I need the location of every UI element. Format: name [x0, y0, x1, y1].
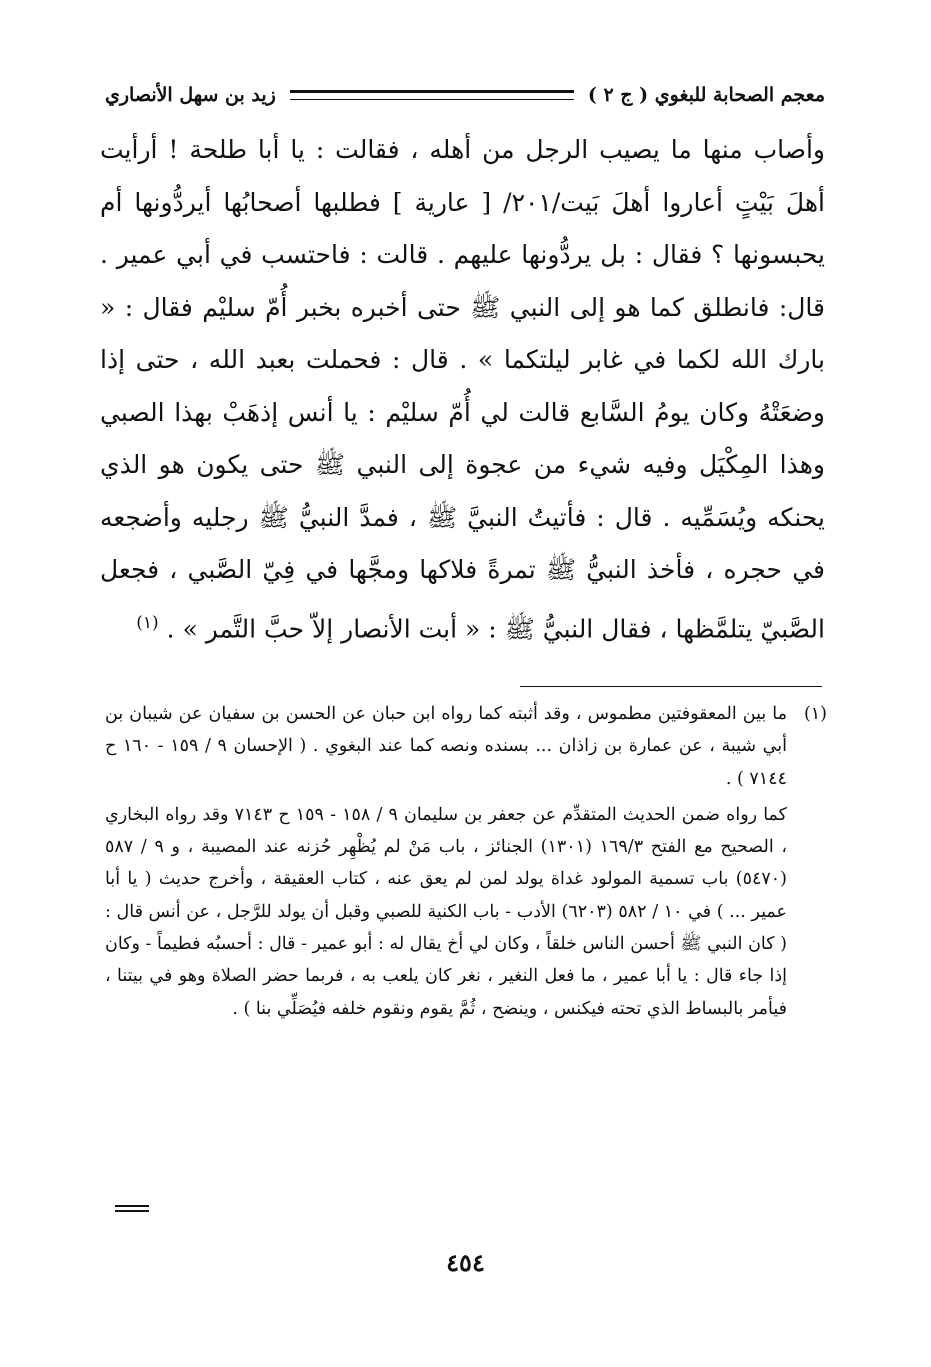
footnote-text: ما بين المعقوفتين مطموس ، وقد أثبته كما رواه ابن حبان عن الحسن بن سفيان عن شيبان بن أبي شيبة ، عن عمارة بن زاذان ... بسنده ونصه كما عند البغوي . ( الإحسان ٩ / ١٥٩ - ١٦٠ ح ٧١٤٤ ) . [105, 704, 787, 789]
book-title: معجم الصحابة للبغوي ( ج ٢ ) [587, 84, 825, 106]
footnote-separator [520, 686, 822, 687]
footnote-marker: (١) [136, 612, 159, 633]
footnotes [105, 698, 827, 1025]
footnote-number: (١) [803, 704, 827, 724]
footnote-1 [105, 698, 827, 795]
entry-title: زيد بن سهل الأنصاري [105, 84, 276, 106]
continuation-dash [115, 1205, 149, 1212]
footnote-continuation-text: كما رواه ضمن الحديث المتقدِّم عن جعفر بن سليمان ٩ / ١٥٨ - ١٥٩ ح ٧١٤٣ وقد رواه البخاري ، الصحيح مع الفتح ١٦٩/٣ (١٣٠١) الجنائز ، باب مَنْ لم يُظْهِر حُزنه عند المصيبة ، و ٩ / ٥٨٧ (٥٤٧٠) باب تسمية المولود غداة يولد لمن لم يعق عنه ، كتاب العقيقة ، وأخرج حديث ( يا أبا عمير ... ) في ١٠ / ٥٨٢ (٦٢٠٣) الأدب - باب الكنية للصبي وقبل أن يولد للرَّجل ، عن أنس قال : ( كان النبي ﷺ أحسن الناس خلقاً ، وكان لي أخ يقال له : أبو عمير - قال : أحسبُه فطيماً - وكان إذا جاء قال : يا أبا عمير ، ما فعل النغير ، نغر كان يلعب به ، فربما حضر الصلاة وهو في بيتنا ، فيأمر بالبساط الذي تحته فيكنس ، وينضح ، ثُمَّ يقوم ونقوم خلفه فيُصَلِّي بنا ) . [105, 804, 788, 1019]
main-text [100, 124, 825, 655]
main-paragraph-text: وأصاب منها ما يصيب الرجل من أهله ، فقالت : يا أبا طلحة ! أرأيت أهلَ بَيْتٍ أعاروا أهلَ بَيت/٢٠١/ [ عارية ] فطلبها أصحابُها أيردُّونها أم يحبسونها ؟ فقال : بل يردُّونها عليهم . قالت : فاحتسب في أبي عمير . قال: فانطلق كما هو إلى النبي ﷺ حتى أخبره بخبر أُمّ سليْم فقال : « بارك الله لكما في غابر ليلتكما » . قال : فحملت بعبد الله ، حتى إذا وضعَتْهُ وكان يومُ السَّابع قالت لي أُمّ سليْم : يا أنس إذهَبْ بهذا الصبي وهذا المِكْيَل وفيه شيء من عجوة إلى النبي ﷺ حتى يكون هو الذي يحنكه ويُسَمِّيه . قال : فأتيتُ النبيَّ ﷺ ، فمدَّ النبيُّ ﷺ رجليه وأضجعه في حجره ، فأخذ النبيُّ ﷺ تمرةً فلاكها ومجَّها في فِيّ الصَّبي ، فجعل الصَّبيّ يتلمَّظها ، فقال النبيُّ ﷺ : « أبت الأنصار إلاّ حبَّ التَّمر » . [100, 135, 825, 643]
running-header [105, 78, 825, 112]
header-rule [290, 90, 574, 100]
page-number: ٤٥٤ [446, 1248, 485, 1277]
main-paragraph [100, 124, 825, 655]
footnote-continuation [105, 799, 787, 1025]
